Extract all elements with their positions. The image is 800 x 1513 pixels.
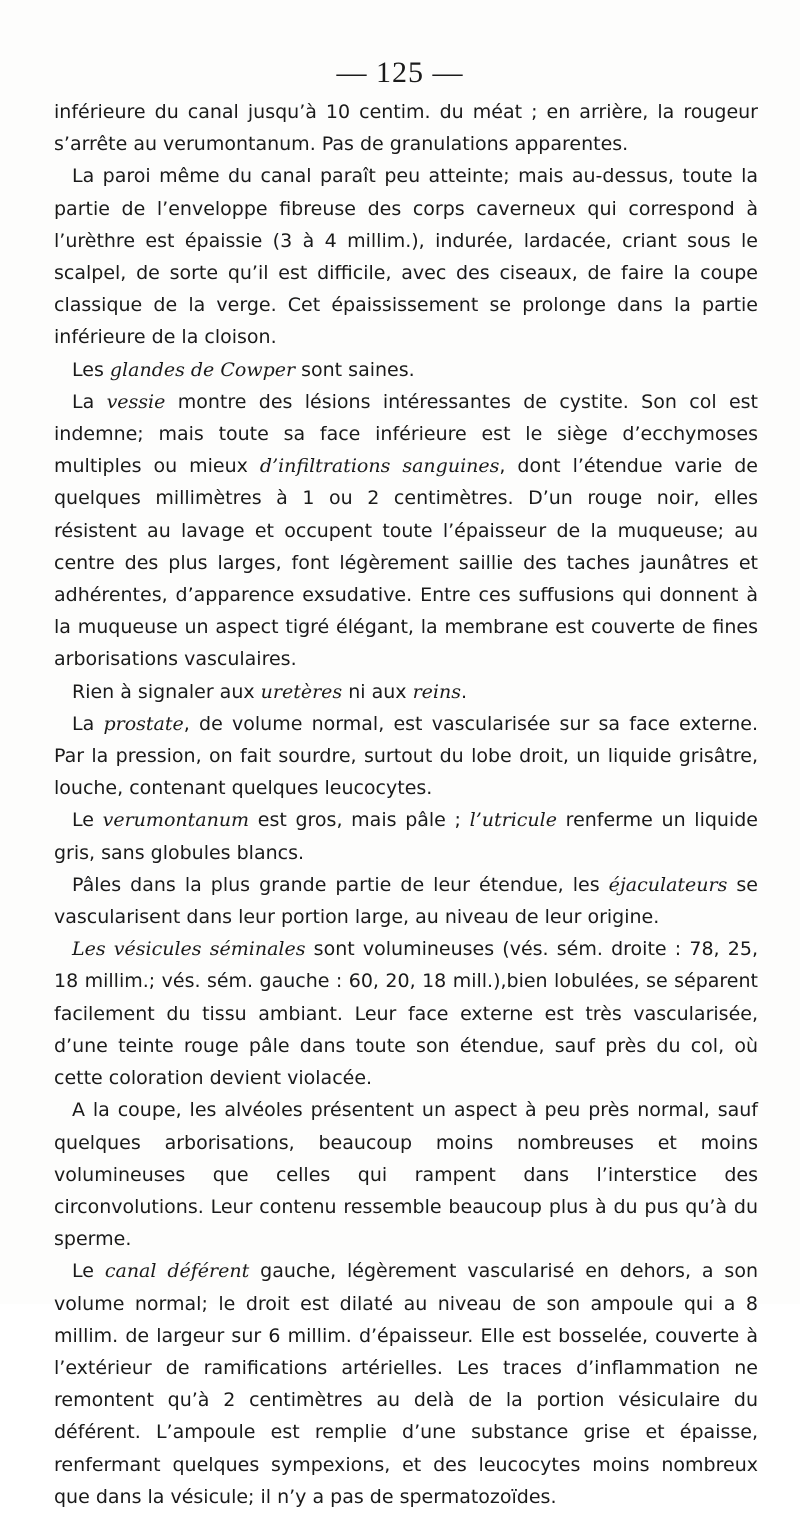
- paragraph: [54, 933, 758, 1094]
- italic-term: éjaculateurs: [608, 873, 728, 896]
- paragraph: [54, 1094, 758, 1255]
- italic-term: vessie: [106, 390, 166, 413]
- text-segment: Le: [72, 809, 103, 832]
- text-segment: La: [72, 712, 104, 735]
- text-segment: , de volume normal, est vascularisée sur sa face externe. Par la pression, on fait sourdre, surtout du lobe droit, un liquide grisâtre, louche, contenant quelques leucocytes.: [54, 712, 758, 800]
- text-segment: Rien à signaler aux: [72, 680, 261, 703]
- text-segment: montre des lésions intéressantes de cystite. Son col est indemne; mais toute sa face inférieure est le siège d’ecchymoses multiples ou mieux: [54, 390, 758, 478]
- text-segment: se vascularisent dans leur portion large, au niveau de leur origine.: [54, 873, 758, 929]
- page-number: — 125 —: [336, 56, 464, 89]
- italic-term: canal déférent: [104, 1260, 250, 1283]
- text-segment: sont saines.: [295, 358, 415, 381]
- paragraph: [54, 354, 758, 386]
- text-segment: inférieure du canal jusqu’à 10 centim. du méat ; en arrière, la rougeur s’arrête au verumontanum. Pas de granulations apparentes.: [54, 101, 758, 156]
- paragraph: [54, 160, 758, 353]
- text-segment: gauche, légèrement vascularisé en dehors, a son volume normal; le droit est dilaté au niveau de son ampoule qui a 8 millim. de largeur sur 6 millim. d’épaisseur. Elle est bosselée, couverte à l’extérieur de ramifications artérielles. Les traces d’inflammation ne remontent qu’à 2 centimètres au delà de la portion vésiculaire du déférent. L’ampoule est remplie d’une substance grise et épaisse, renfermant quelques sympexions, et des leucocytes moins nombreux que dans la vésicule; il n’y a pas de spermatozoïdes.: [54, 1260, 759, 1508]
- italic-term: l’utricule: [469, 809, 557, 832]
- text-segment: A la coupe, les alvéoles présentent un aspect à peu près normal, sauf quelques arborisations, beaucoup moins nombreuses et moins volumineuses que celles qui rampent dans l’interstice des circonvolutions. Leur contenu ressemble beaucoup plus à du pus qu’à du sperme.: [54, 1099, 758, 1251]
- italic-term: reins: [412, 680, 461, 703]
- text-segment: Les: [72, 358, 110, 381]
- italic-term: uretères: [260, 680, 343, 703]
- text-segment: .: [460, 680, 467, 703]
- text-segment: La: [72, 390, 107, 413]
- text-segment: renferme un liquide gris, sans globules blancs.: [54, 809, 758, 864]
- text-segment: sont volumineuses (vés. sém. droite : 78, 25, 18 millim.; vés. sém. gauche : 60, 20, 18 mill.),bien lobulées, se séparent facilement du tissu ambiant. Leur face externe est très vascularisée, d’une teinte rouge pâle dans toute son étendue, sauf près du col, où cette coloration devient violacée.: [54, 938, 759, 1090]
- paragraph: [54, 708, 758, 805]
- paragraph: [54, 676, 758, 708]
- italic-term: Les vésicules séminales: [72, 938, 306, 961]
- paragraph: [54, 386, 758, 676]
- text-segment: Pâles dans la plus grande partie de leur étendue, les: [72, 873, 609, 896]
- text-segment: , dont l’étendue varie de quelques millimètres à 1 ou 2 centimètres. D’un rouge noir, elles résistent au lavage et occupent toute l’épaisseur de la muqueuse; au centre des plus larges, font légèrement saillie des taches jaunâtres et adhérentes, d’apparence exsudative. Entre ces suffusions qui donnent à la muqueuse un aspect tigré élégant, la membrane est couverte de fines arborisations vasculaires.: [54, 455, 758, 671]
- italic-term: d’infiltrations sanguines: [259, 455, 500, 478]
- paragraph: [54, 804, 758, 868]
- paragraph: [54, 869, 758, 933]
- body-text: [54, 96, 758, 1513]
- text-segment: est gros, mais pâle ;: [249, 809, 470, 832]
- paragraph: [54, 96, 758, 160]
- text-segment: Le: [72, 1260, 105, 1283]
- italic-term: glandes de Cowper: [109, 358, 296, 381]
- italic-term: verumontanum: [102, 809, 250, 832]
- text-segment: La paroi même du canal paraît peu atteinte; mais au-dessus, toute la partie de l’enveloppe fibreuse des corps caverneux qui correspond à l’urèthre est épaissie (3 à 4 millim.), indurée, lardacée, criant sous le scalpel, de sorte qu’il est difficile, avec des ciseaux, de faire la coupe classique de la verge. Cet épaississement se prolonge dans la partie inférieure de la cloison.: [54, 165, 758, 349]
- text-segment: ni aux: [342, 680, 413, 703]
- italic-term: prostate: [103, 712, 184, 735]
- paragraph: [54, 1255, 758, 1513]
